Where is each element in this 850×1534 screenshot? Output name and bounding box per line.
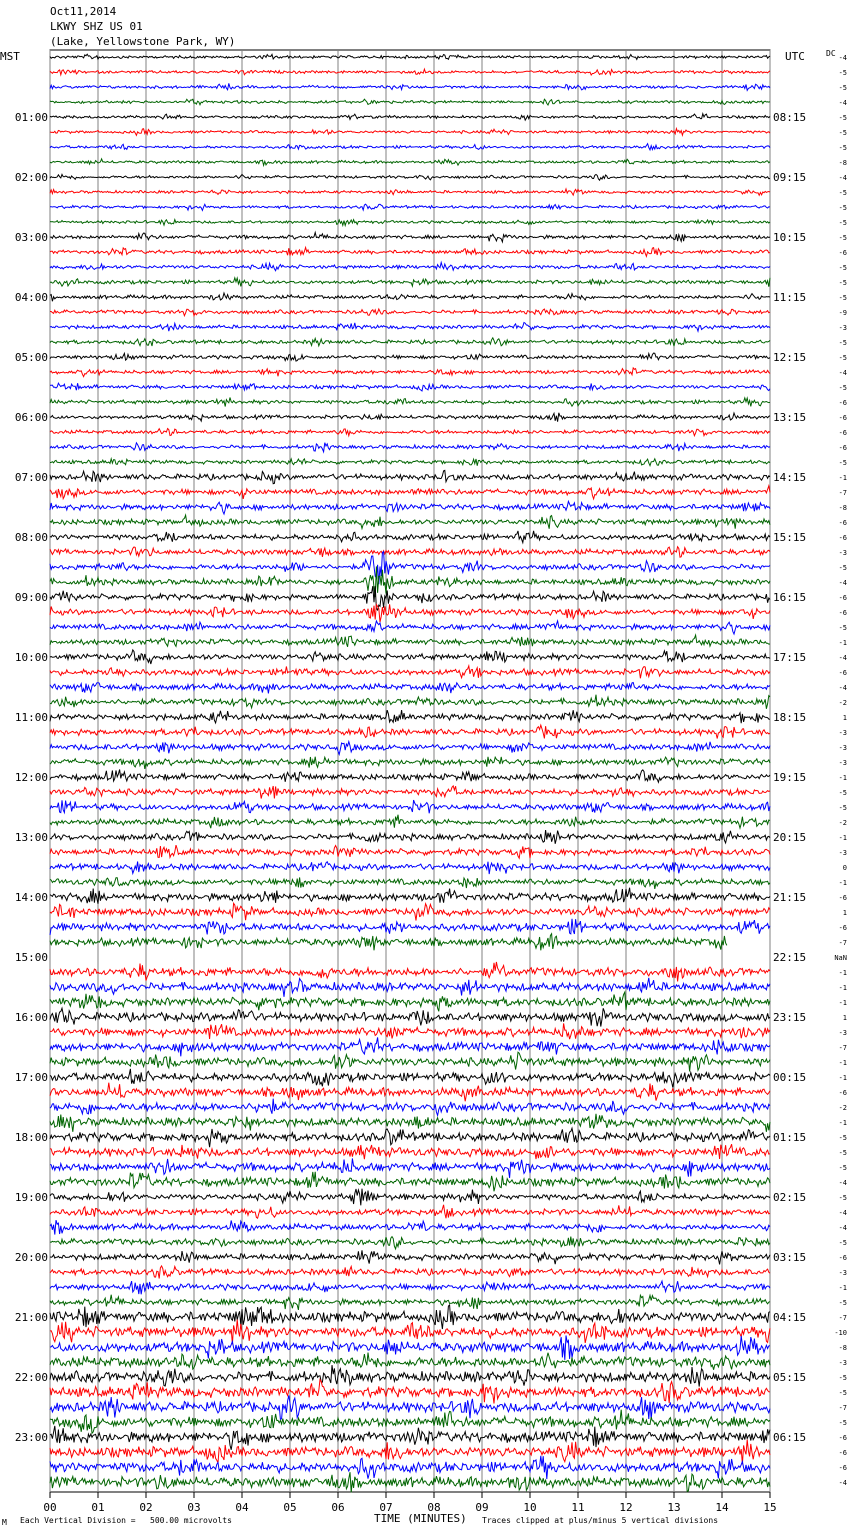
seismic-trace	[50, 398, 770, 407]
mst-time-label: 06:00	[14, 411, 48, 424]
mst-time-label: 23:00	[14, 1431, 48, 1444]
dc-offset-label: -6	[838, 1464, 847, 1472]
dc-offset-label: -1	[838, 879, 847, 887]
dc-offset-label: -3	[838, 744, 847, 752]
mst-time-label: 04:00	[14, 291, 48, 304]
dc-offset-label: -4	[838, 1209, 847, 1217]
clip-note: Traces clipped at plus/minus 5 vertical divisions	[482, 1516, 719, 1525]
dc-offset-label: -7	[838, 939, 847, 947]
corner-mark: M	[2, 1518, 7, 1527]
dc-offset-label: -5	[838, 1299, 847, 1307]
dc-offset-label: -2	[838, 819, 847, 827]
seismic-trace	[50, 1472, 770, 1492]
x-tick-label: 02	[139, 1501, 153, 1514]
dc-offset-label: -5	[838, 1374, 847, 1382]
seismic-trace	[50, 1083, 770, 1102]
seismic-trace	[50, 903, 770, 920]
seismic-trace	[50, 1023, 770, 1039]
dc-offset-label: -3	[838, 324, 847, 332]
seismic-trace	[50, 83, 770, 90]
seismic-trace	[50, 189, 770, 195]
seismic-trace	[50, 1237, 770, 1249]
seismic-trace	[50, 650, 770, 664]
utc-time-label: 06:15	[773, 1431, 807, 1444]
utc-time-label: 10:15	[773, 231, 807, 244]
seismic-trace	[50, 547, 770, 558]
dc-offset-label: -2	[838, 1104, 847, 1112]
seismic-trace	[50, 1456, 770, 1479]
x-tick-label: 01	[91, 1501, 105, 1514]
x-tick-label: 08	[427, 1501, 441, 1514]
mst-time-label: 22:00	[14, 1371, 48, 1384]
dc-offset-label: -6	[838, 1434, 847, 1442]
seismic-trace	[50, 69, 770, 75]
dc-offset-label: -5	[838, 219, 847, 227]
dc-offset-label: -5	[838, 69, 847, 77]
seismic-trace	[50, 635, 770, 647]
dc-offset-label: -6	[838, 594, 847, 602]
dc-offset-label: NaN	[834, 954, 847, 962]
dc-offset-label: -6	[838, 534, 847, 542]
utc-time-label: 13:15	[773, 411, 807, 424]
utc-time-label: 21:15	[773, 891, 807, 904]
utc-time-label: 14:15	[773, 471, 807, 484]
mst-time-label: 11:00	[14, 711, 48, 724]
seismic-trace	[50, 1205, 770, 1219]
utc-time-label: 03:15	[773, 1251, 807, 1264]
x-tick-label: 07	[379, 1501, 393, 1514]
dc-offset-label: -5	[838, 264, 847, 272]
dc-offset-label: -5	[838, 624, 847, 632]
dc-offset-label: -7	[838, 1044, 847, 1052]
seismic-trace	[50, 1220, 770, 1234]
seismic-trace	[50, 515, 770, 529]
utc-time-label: 22:15	[773, 951, 807, 964]
mst-time-label: 05:00	[14, 351, 48, 364]
utc-time-label: 08:15	[773, 111, 807, 124]
seismic-trace	[50, 1128, 770, 1147]
scale-note: Each Vertical Division = 500.00 microvolts	[20, 1516, 232, 1525]
seismic-trace	[50, 800, 770, 813]
seismic-trace	[50, 695, 770, 709]
seismic-trace	[50, 443, 770, 452]
mst-time-label: 07:00	[14, 471, 48, 484]
seismic-trace	[50, 1172, 770, 1192]
seismic-trace	[50, 934, 727, 951]
seismic-trace	[50, 725, 770, 738]
x-tick-label: 00	[43, 1501, 57, 1514]
dc-offset-label: -5	[838, 789, 847, 797]
dc-offset-label: -5	[838, 1389, 847, 1397]
dc-offset-label: -4	[838, 1179, 847, 1187]
dc-offset-label: -6	[838, 414, 847, 422]
dc-offset-label: -5	[838, 1419, 847, 1427]
seismic-trace	[50, 1320, 770, 1345]
mst-time-label: 20:00	[14, 1251, 48, 1264]
seismic-trace	[50, 248, 770, 257]
dc-offset-label: -5	[838, 339, 847, 347]
seismic-trace	[50, 786, 770, 799]
dc-offset-label: -1	[838, 1284, 847, 1292]
seismic-trace	[50, 1295, 770, 1310]
seismic-trace	[50, 992, 770, 1011]
x-tick-label: 15	[763, 1501, 777, 1514]
dc-offset-label: -6	[838, 924, 847, 932]
dc-offset-label: -4	[838, 684, 847, 692]
dc-offset-label: -5	[838, 294, 847, 302]
seismic-trace	[50, 666, 770, 678]
seismic-trace	[50, 1380, 770, 1404]
seismic-trace	[50, 99, 770, 105]
mst-time-label: 09:00	[14, 591, 48, 604]
x-tick-label: 05	[283, 1501, 297, 1514]
dc-offset-label: 0	[842, 864, 847, 872]
mst-time-label: 13:00	[14, 831, 48, 844]
seismic-trace	[50, 586, 770, 610]
seismic-trace	[50, 566, 770, 597]
dc-offset-label: -5	[838, 204, 847, 212]
utc-time-label: 05:15	[773, 1371, 807, 1384]
seismic-trace	[50, 604, 770, 622]
right-axis-title: UTC	[785, 50, 805, 63]
x-tick-label: 03	[187, 1501, 201, 1514]
mst-time-label: 14:00	[14, 891, 48, 904]
seismic-trace	[50, 309, 770, 316]
seismic-trace	[50, 1266, 770, 1279]
dc-offset-label: -1	[838, 969, 847, 977]
dc-offset-label: -1	[838, 1119, 847, 1127]
dc-offset-label: -2	[838, 699, 847, 707]
utc-time-label: 19:15	[773, 771, 807, 784]
seismic-trace	[50, 1114, 770, 1132]
dc-offset-label: -7	[838, 1314, 847, 1322]
x-tick-label: 10	[523, 1501, 537, 1514]
dc-offset-label: -10	[834, 1329, 847, 1337]
dc-offset-label: -4	[838, 174, 847, 182]
dc-offset-label: -4	[838, 1479, 847, 1487]
seismic-trace	[50, 552, 770, 585]
utc-time-label: 17:15	[773, 651, 807, 664]
dc-offset-label: -6	[838, 1449, 847, 1457]
seismic-trace	[50, 757, 770, 769]
header-location: (Lake, Yellowstone Park, WY)	[50, 35, 236, 48]
dc-offset-label: -6	[838, 1254, 847, 1262]
seismic-trace	[50, 383, 770, 391]
utc-time-label: 02:15	[773, 1191, 807, 1204]
x-tick-label: 12	[619, 1501, 633, 1514]
seismic-trace	[50, 429, 770, 436]
dc-offset-label: -5	[838, 459, 847, 467]
seismic-trace	[50, 1008, 770, 1026]
dc-offset-label: -5	[838, 84, 847, 92]
utc-time-label: 18:15	[773, 711, 807, 724]
seismic-trace	[50, 978, 770, 997]
seismic-trace	[50, 1426, 770, 1450]
dc-offset-label: -1	[838, 984, 847, 992]
dc-offset-label: -6	[838, 519, 847, 527]
mst-time-label: 18:00	[14, 1131, 48, 1144]
mst-time-label: 10:00	[14, 651, 48, 664]
seismic-trace	[50, 1305, 770, 1329]
left-axis-title: MST	[0, 50, 20, 63]
seismic-trace	[50, 54, 770, 59]
dc-offset-label: -1	[838, 1074, 847, 1082]
seismic-trace	[50, 1069, 770, 1088]
utc-time-label: 04:15	[773, 1311, 807, 1324]
utc-time-label: 11:15	[773, 291, 807, 304]
dc-offset-label: -5	[838, 1239, 847, 1247]
mst-time-label: 21:00	[14, 1311, 48, 1324]
seismic-trace	[50, 1052, 770, 1071]
seismic-trace	[50, 1336, 770, 1360]
dc-offset-label: -6	[838, 444, 847, 452]
mst-time-label: 17:00	[14, 1071, 48, 1084]
dc-offset-label: -1	[838, 639, 847, 647]
dc-offset-label: -5	[838, 279, 847, 287]
x-axis-title: TIME (MINUTES)	[374, 1512, 467, 1525]
seismic-trace	[50, 1144, 770, 1159]
seismic-trace	[50, 278, 770, 287]
seismic-trace	[50, 1099, 770, 1116]
dc-offset-label: -5	[838, 564, 847, 572]
seismic-trace	[50, 174, 770, 180]
dc-offset-label: -4	[838, 369, 847, 377]
dc-offset-label: -6	[838, 609, 847, 617]
seismic-trace	[50, 683, 770, 694]
seismic-trace	[50, 1037, 770, 1056]
dc-offset-label: -6	[838, 894, 847, 902]
dc-offset-label: -7	[838, 1404, 847, 1412]
x-tick-label: 11	[571, 1501, 585, 1514]
mst-time-label: 01:00	[14, 111, 48, 124]
dc-offset-label: -1	[838, 774, 847, 782]
seismic-trace	[50, 293, 770, 301]
seismic-trace	[50, 114, 770, 120]
seismic-trace	[50, 888, 770, 904]
dc-offset-label: -6	[838, 669, 847, 677]
seismic-trace	[50, 1189, 770, 1206]
mst-time-label: 15:00	[14, 951, 48, 964]
dc-offset-label: -8	[838, 504, 847, 512]
dc-offset-label: -4	[838, 99, 847, 107]
seismic-trace	[50, 323, 770, 332]
seismic-trace	[50, 129, 770, 136]
dc-offset-label: -5	[838, 189, 847, 197]
dc-offset-label: -3	[838, 1359, 847, 1367]
seismic-trace	[50, 470, 770, 483]
dc-offset-label: -5	[838, 384, 847, 392]
x-tick-label: 13	[667, 1501, 681, 1514]
dc-offset-label: -3	[838, 549, 847, 557]
utc-time-label: 00:15	[773, 1071, 807, 1084]
seismic-trace	[50, 353, 770, 361]
x-tick-label: 09	[475, 1501, 489, 1514]
dc-offset-label: -5	[838, 1164, 847, 1172]
dc-offset-label: 1	[842, 714, 847, 722]
mst-time-label: 03:00	[14, 231, 48, 244]
seismic-trace	[50, 233, 770, 242]
seismic-trace	[50, 770, 770, 783]
dc-offset-label: -5	[838, 1149, 847, 1157]
seismic-trace	[50, 501, 770, 514]
seismic-trace	[50, 1395, 770, 1419]
seismic-trace	[50, 621, 770, 634]
seismic-trace	[50, 1410, 770, 1434]
utc-time-label: 16:15	[773, 591, 807, 604]
seismic-trace	[50, 962, 770, 981]
dc-offset-label: -6	[838, 429, 847, 437]
seismic-trace	[50, 1250, 770, 1264]
seismic-trace	[50, 220, 770, 226]
dc-offset-label: -3	[838, 729, 847, 737]
x-tick-label: 06	[331, 1501, 345, 1514]
dc-offset-label: -5	[838, 114, 847, 122]
seismic-trace	[50, 830, 770, 844]
seismic-trace	[50, 459, 770, 466]
header-station: LKWY SHZ US 01	[50, 20, 143, 33]
utc-time-label: 15:15	[773, 531, 807, 544]
dc-offset-label: -1	[838, 1059, 847, 1067]
dc-offset-label: -5	[838, 1194, 847, 1202]
dc-offset-label: -4	[838, 654, 847, 662]
dc-offset-label: -3	[838, 849, 847, 857]
seismic-trace	[50, 159, 770, 165]
seismic-trace	[50, 338, 770, 346]
seismic-trace	[50, 1353, 770, 1370]
dc-offset-label: -5	[838, 234, 847, 242]
mst-time-label: 19:00	[14, 1191, 48, 1204]
dc-offset-label: -9	[838, 309, 847, 317]
seismic-trace	[50, 263, 770, 271]
utc-time-label: 20:15	[773, 831, 807, 844]
dc-offset-label: -1	[838, 999, 847, 1007]
dc-offset-label: -5	[838, 129, 847, 137]
dc-offset-label: -5	[838, 144, 847, 152]
dc-offset-label: -7	[838, 489, 847, 497]
header-date: Oct11,2014	[50, 5, 117, 18]
dc-offset-label: -4	[838, 54, 847, 62]
mst-time-label: 12:00	[14, 771, 48, 784]
dc-offset-label: -4	[838, 1224, 847, 1232]
seismic-trace	[50, 862, 770, 875]
seismic-trace	[50, 742, 770, 755]
utc-time-label: 23:15	[773, 1011, 807, 1024]
dc-offset-label: -5	[838, 1134, 847, 1142]
dc-offset-label: -1	[838, 834, 847, 842]
dc-label: DC	[826, 49, 836, 58]
mst-time-label: 16:00	[14, 1011, 48, 1024]
seismic-trace	[50, 204, 770, 210]
dc-offset-label: -5	[838, 354, 847, 362]
seismic-trace	[50, 815, 770, 829]
seismic-trace	[50, 413, 770, 422]
x-tick-label: 14	[715, 1501, 729, 1514]
dc-offset-label: -3	[838, 759, 847, 767]
seismic-trace	[50, 486, 770, 499]
plot-frame	[50, 50, 770, 1492]
mst-time-label: 08:00	[14, 531, 48, 544]
dc-offset-label: -5	[838, 804, 847, 812]
mst-time-label: 02:00	[14, 171, 48, 184]
dc-offset-label: 1	[842, 909, 847, 917]
seismic-trace	[50, 144, 770, 150]
dc-offset-label: -1	[838, 474, 847, 482]
dc-offset-label: -6	[838, 249, 847, 257]
seismic-trace	[50, 845, 770, 858]
dc-offset-label: -3	[838, 1269, 847, 1277]
seismic-trace	[50, 1281, 770, 1294]
dc-offset-label: -6	[838, 1089, 847, 1097]
dc-offset-label: -8	[838, 1344, 847, 1352]
dc-offset-label: 1	[842, 1014, 847, 1022]
seismic-trace	[50, 1440, 770, 1465]
seismic-trace	[50, 368, 770, 377]
utc-time-label: 09:15	[773, 171, 807, 184]
dc-offset-label: -3	[838, 1029, 847, 1037]
seismic-trace	[50, 710, 770, 723]
seismic-trace	[50, 1158, 770, 1178]
dc-offset-label: -4	[838, 579, 847, 587]
utc-time-label: 01:15	[773, 1131, 807, 1144]
seismic-trace	[50, 531, 770, 543]
seismic-trace	[50, 919, 770, 935]
dc-offset-label: -8	[838, 159, 847, 167]
x-tick-label: 04	[235, 1501, 249, 1514]
dc-offset-label: -6	[838, 399, 847, 407]
utc-time-label: 12:15	[773, 351, 807, 364]
seismic-trace	[50, 877, 770, 889]
